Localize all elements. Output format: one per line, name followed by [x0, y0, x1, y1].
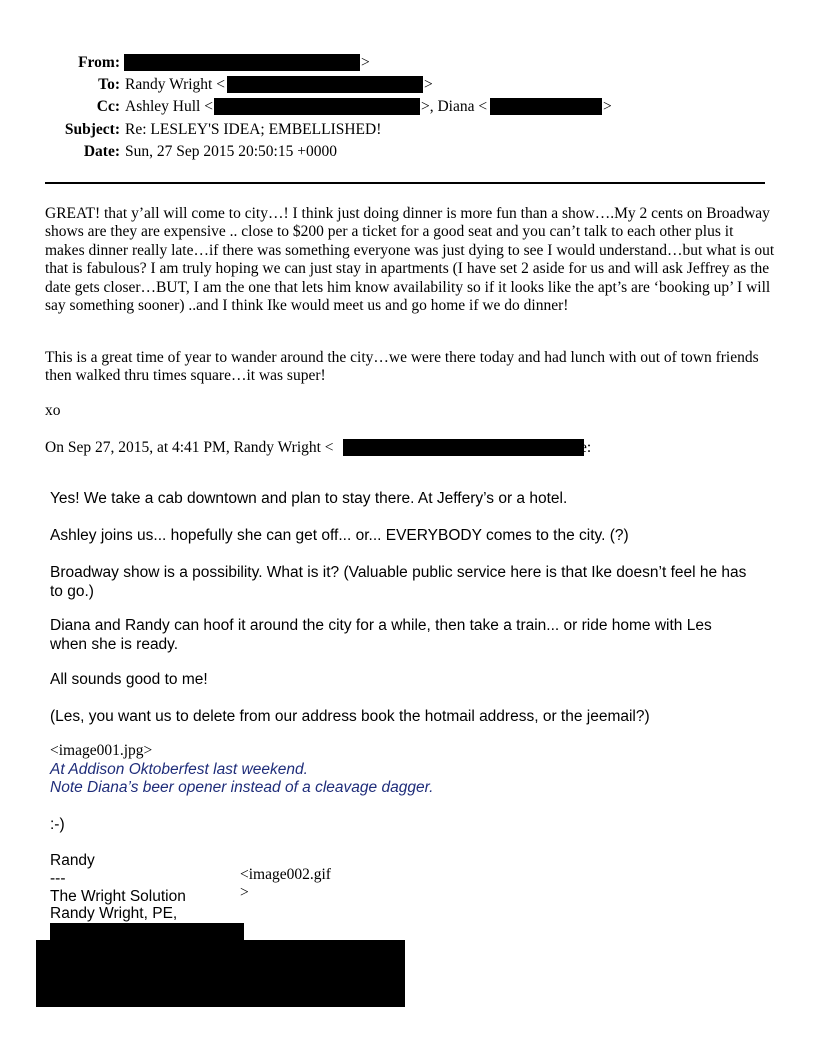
- date-text: Sun, 27 Sep 2015 20:50:15 +0000: [125, 143, 337, 160]
- redaction-to-address: [227, 76, 423, 93]
- quote-intro-post: > wrote:: [539, 439, 592, 456]
- to-label: To:: [98, 76, 120, 93]
- quoted-paragraph-3: Broadway show is a possibility. What is it? (Valuable public service here is that Ike doesn’t feel he has to go.): [50, 564, 747, 600]
- image-placeholder-2-line2: >: [240, 884, 249, 901]
- signoff: xo: [45, 402, 61, 419]
- quoted-paragraph-5: All sounds good to me!: [50, 671, 208, 688]
- header-divider: [45, 182, 765, 184]
- signature-company: The Wright Solution: [50, 888, 186, 905]
- image-placeholder-2-line1: <image002.gif: [240, 866, 331, 883]
- quoted-paragraph-1: Yes! We take a cab downtown and plan to stay there. At Jeffery’s or a hotel.: [50, 490, 568, 507]
- redaction-signature-block: [36, 940, 405, 1007]
- signature-name: Randy: [50, 852, 95, 869]
- subject-text: Re: LESLEY'S IDEA; EMBELLISHED!: [125, 121, 382, 138]
- from-label: From:: [78, 54, 120, 71]
- cc-label: Cc:: [96, 98, 120, 115]
- smiley: :-): [50, 816, 65, 833]
- date-label: Date:: [83, 143, 120, 160]
- quoted-paragraph-2: Ashley joins us... hopefully she can get off... or... EVERYBODY comes to the city. (?): [50, 527, 629, 544]
- redaction-signature-line: [50, 923, 244, 941]
- from-suffix: >: [361, 54, 370, 71]
- quoted-paragraph-4: Diana and Randy can hoof it around the city for a while, then take a train... or ride home with Les when she is ready.: [50, 617, 712, 653]
- photo-caption-1: At Addison Oktoberfest last weekend.: [50, 761, 308, 778]
- redaction-from-address: [124, 54, 360, 71]
- photo-caption-2: Note Diana’s beer opener instead of a cleavage dagger.: [50, 779, 434, 796]
- signature-title: Randy Wright, PE,: [50, 905, 178, 922]
- quote-intro-pre: On Sep 27, 2015, at 4:41 PM, Randy Wright <: [45, 439, 334, 456]
- cc-suffix: >: [603, 98, 612, 115]
- redaction-cc-address-2: [490, 98, 602, 115]
- body-paragraph-2: This is a great time of year to wander around the city…we were there today and had lunch with out of town friends then walked thru times square…it was super!: [45, 349, 759, 385]
- quote-intro: [45, 438, 805, 458]
- quoted-paragraph-6: (Les, you want us to delete from our address book the hotmail address, or the jeemail?): [50, 708, 650, 725]
- subject-label: Subject:: [64, 121, 120, 138]
- cc-mid: >, Diana <: [421, 98, 488, 115]
- signature-dash: ---: [50, 870, 66, 887]
- cc-name-ashley: Ashley Hull <: [125, 98, 213, 115]
- to-suffix: >: [424, 76, 433, 93]
- image-placeholder-1: <image001.jpg>: [50, 742, 153, 759]
- to-name: Randy Wright <: [125, 76, 225, 93]
- body-paragraph-1: GREAT! that y’all will come to city…! I think just doing dinner is more fun than a show….My 2 cents on Broadway shows are they are expensive .. close to $200 per a ticket for a good seat and you can’t talk to each other plus it makes dinner really late…if there was something everyone was just dying to see I would understand…but what is out that is fabulous? I am truly hoping we can just stay in apartments (I have set 2 aside for us and will ask Jeffrey as the date gets closer…BUT, I am the one that lets him know availability so if it looks like the apt’s are ‘booking up’ I will say something sooner) ..and I think Ike would meet us and go home if we do dinner!: [45, 205, 775, 315]
- redaction-cc-address-1: [214, 98, 420, 115]
